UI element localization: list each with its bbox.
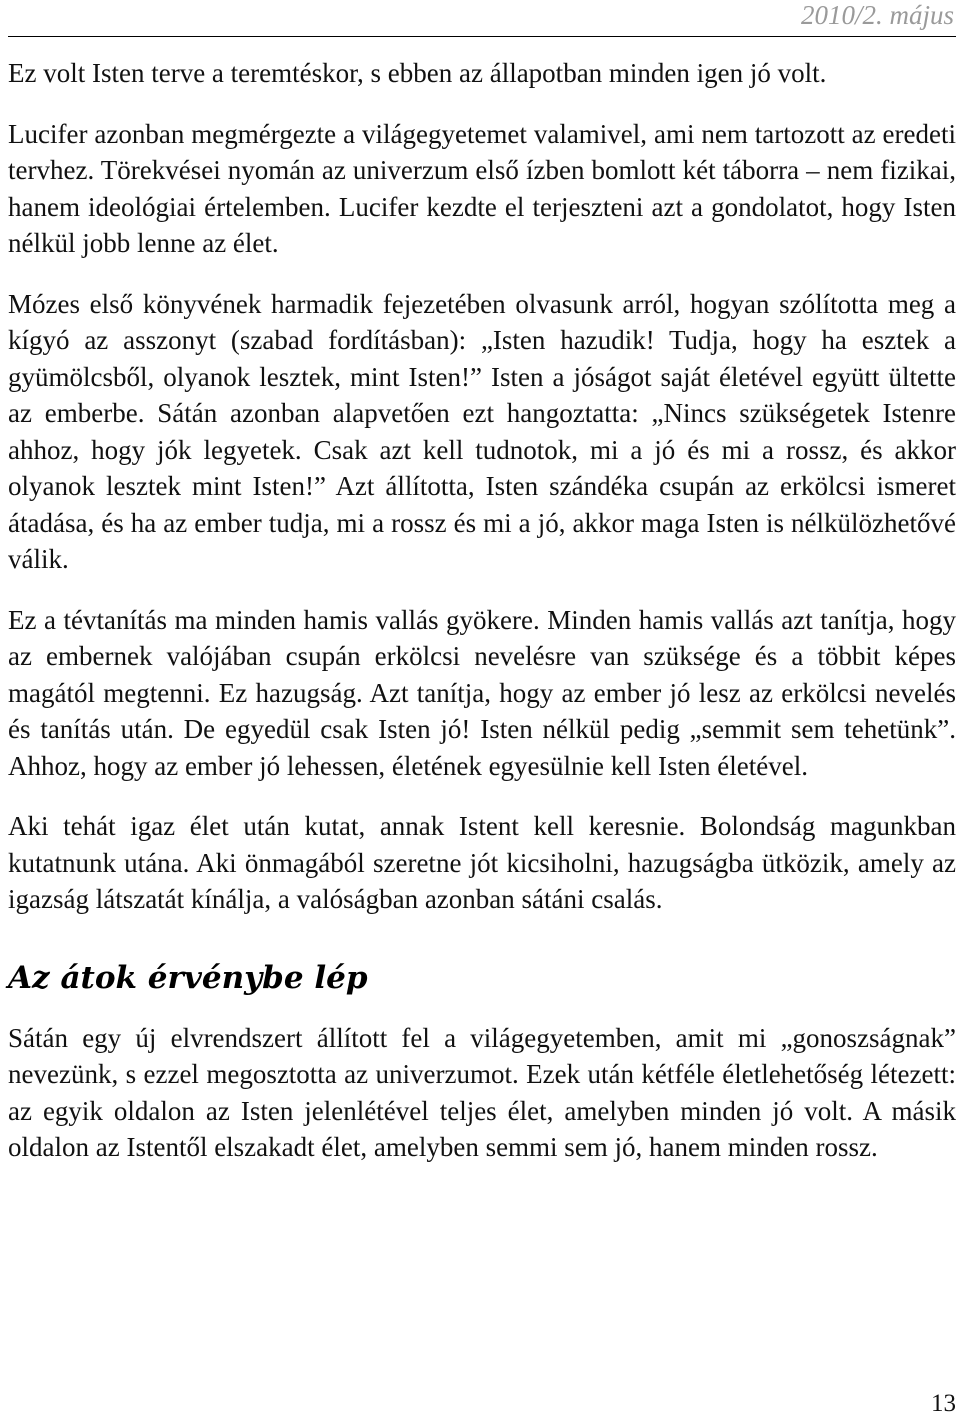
paragraph-4: Ez a tévtanítás ma minden hamis vallás gyökere. Minden hamis vallás azt tanítja, hogy az embernek valójában csupán erkölcsi nevelésre van szüksége és a többit képes magától megtenni. Ez hazugság. Azt tanítja, hogy az ember jó lesz az erkölcsi nevelés és tanítás után. De egyedül csak Isten jó! Isten nélkül pedig „semmit sem tehetünk”. Ahhoz, hogy az ember jó lehessen, életének egyesülnie kell Isten életével. (8, 604, 956, 781)
paragraph-1: Ez volt Isten terve a teremtéskor, s ebben az állapotban minden igen jó volt. (8, 58, 827, 88)
article-body (8, 55, 956, 1166)
paragraph-2: Lucifer azonban megmérgezte a világegyetemet valamivel, ami nem tartozott az eredeti tervhez. Törekvései nyomán az univerzum első ízben bomlott két táborra – nem fizikai, hanem ideológiai értelemben. Lucifer kezdte el terjeszteni azt a gondolatot, hogy Isten nélkül jobb lenne az élet. (8, 118, 956, 258)
page-number: 13 (931, 1390, 956, 1417)
section-heading: Az átok érvénybe lép (8, 959, 368, 996)
section-paragraph: Sátán egy új elvrendszert állított fel a világegyetemben, amit mi „gonoszságnak” nevezünk, s ezzel megosztotta az univerzumot. Ezek után kétféle életlehetőség létezett: az egyik oldalon az Isten jelenlétével teljes élet, amelyben minden jó volt. A másik oldalon az Istentől elszakadt élet, amelyben semmi sem jó, hanem minden rossz. (8, 1022, 956, 1162)
issue-date: 2010/2. május (800, 0, 954, 30)
paragraph-3: Mózes első könyvének harmadik fejezetében olvasunk arról, hogyan szólította meg a kígyó az asszonyt (szabad fordításban): „Isten hazudik! Tudja, hogy ha esztek a gyümölcsből, olyanok lesztek, mint Isten!” Isten a jóságot saját életével együtt ültette az emberbe. Sátán azonban alapvetően ezt hangoztatta: „Nincs szükségetek Istenre ahhoz, hogy jók legyetek. Csak azt kell tudnotok, mi a jó és mi a rossz, és akkor olyanok lesztek mint Isten!” Azt állította, Isten szándéka csupán az erkölcsi ismeret átadása, és ha az ember tudja, mi a rossz és mi a jó, akkor maga Isten is nélkülözhetővé válik. (8, 288, 956, 574)
page-header (8, 0, 956, 37)
paragraph-5: Aki tehát igaz élet után kutat, annak Istent kell keresnie. Bolondság magunkban kutatnunk utána. Aki önmagából szeretne jót kicsiholni, hazugságba ütközik, amely az igazság látszatát kínálja, a valóságban azonban sátáni csalás. (8, 811, 956, 914)
